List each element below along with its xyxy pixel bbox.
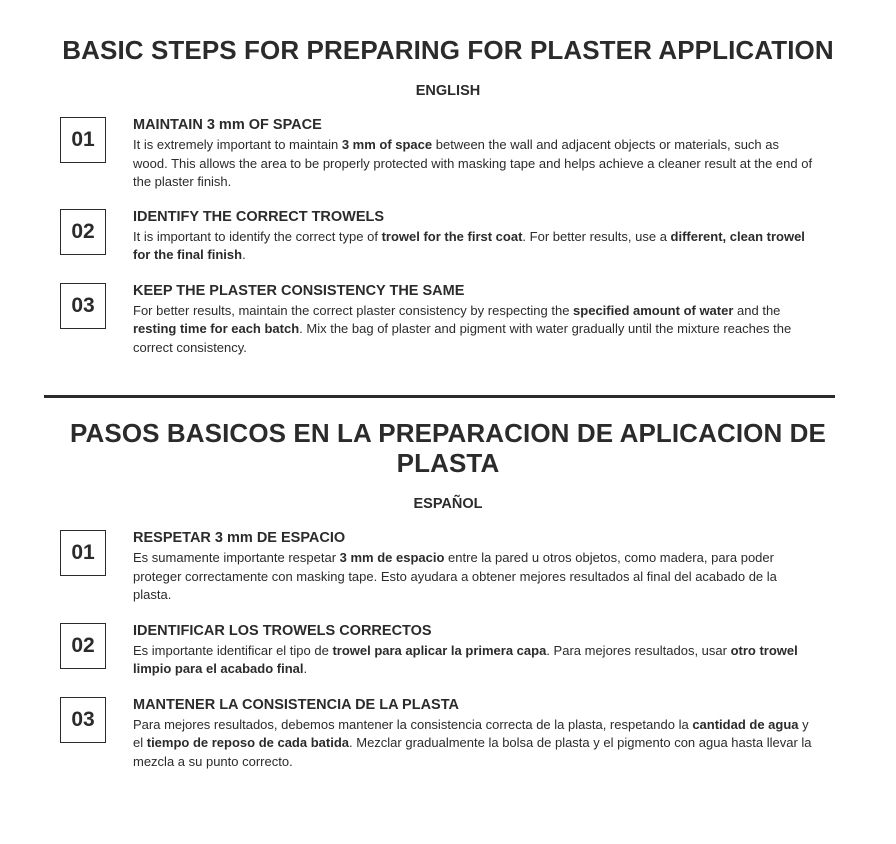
step-title: KEEP THE PLASTER CONSISTENCY THE SAME xyxy=(133,282,465,299)
step-number-box: 01 xyxy=(60,117,106,163)
spanish-language-label: ESPAÑOL xyxy=(413,496,483,512)
step-body xyxy=(133,623,813,679)
step-text xyxy=(133,716,813,772)
step-title: IDENTIFY THE CORRECT TROWELS xyxy=(133,208,385,225)
bold-text: trowel para aplicar la primera capa xyxy=(332,642,547,658)
text-run: Es importante identificar el tipo de xyxy=(133,642,333,658)
bold-text: different, clean trowel for the final finish xyxy=(133,228,805,262)
step-text xyxy=(133,642,813,679)
step-number-box: 02 xyxy=(60,623,106,669)
spanish-section xyxy=(0,418,896,771)
step-body xyxy=(133,283,813,358)
step-text xyxy=(133,228,813,265)
text-run: . Mezclar gradualmente la bolsa de plasta y el pigmento con agua hasta llevar la mezcla a su punto correcto. xyxy=(133,735,812,769)
step-number-box: 02 xyxy=(60,209,106,255)
bold-text: 3 mm of space xyxy=(341,137,433,152)
text-run: . For better results, use a xyxy=(522,228,671,244)
step-body xyxy=(133,209,813,265)
step-number-box: 03 xyxy=(60,697,106,743)
english-language-label: ENGLISH xyxy=(415,83,481,99)
english-title: BASIC STEPS FOR PREPARING FOR PLASTER APPLICATION xyxy=(62,35,834,65)
spanish-step-2 xyxy=(60,623,820,679)
text-run: . Para mejores resultados, usar xyxy=(546,642,731,658)
english-step-2 xyxy=(60,209,820,265)
step-title: IDENTIFICAR LOS TROWELS CORRECTOS xyxy=(133,622,432,639)
spanish-step-1 xyxy=(60,530,820,605)
step-number-box: 03 xyxy=(60,283,106,329)
english-step-1 xyxy=(60,117,820,192)
bold-text: specified amount of water xyxy=(573,302,734,318)
bold-text: otro trowel limpio para el acabado final xyxy=(133,642,798,676)
bold-text: resting time for each batch xyxy=(133,321,300,336)
bold-text: trowel for the first coat xyxy=(381,228,523,244)
text-run: It is extremely important to maintain xyxy=(133,137,342,152)
text-run: . xyxy=(242,247,246,262)
spanish-step-3 xyxy=(60,697,820,772)
text-run: Para mejores resultados, debemos mantener la consistencia correcta de la plasta, respetando la xyxy=(133,716,693,732)
text-run: y el xyxy=(133,716,809,750)
step-text xyxy=(133,302,813,358)
text-run: . Mix the bag of plaster and pigment with water gradually until the mixture reaches the correct consistency. xyxy=(133,321,792,355)
text-run: For better results, maintain the correct plaster consistency by respecting the xyxy=(133,302,574,318)
text-run: entre la pared u otros objetos, como madera, para poder proteger correctamente con masking tape. Esto ayudara a obtener mejores resultados al final del acabado de la plasta. xyxy=(133,550,777,602)
text-run: Es sumamente importante respetar xyxy=(133,550,340,565)
text-run: between the wall and adjacent objects or materials, such as wood. This allows the area to be properly protected with masking tape and helps achieve a cleaner result at the end of the plaster finish. xyxy=(133,137,813,189)
text-run: . xyxy=(303,661,308,676)
step-title: MAINTAIN 3 mm OF SPACE xyxy=(133,117,322,133)
text-run: and the xyxy=(733,302,781,318)
bold-text: 3 mm de espacio xyxy=(339,550,445,565)
bold-text: tiempo de reposo de cada batida xyxy=(146,735,350,750)
english-section xyxy=(0,35,896,357)
step-body xyxy=(133,117,813,192)
step-text xyxy=(133,136,813,192)
section-divider xyxy=(44,395,835,398)
step-text xyxy=(133,549,813,605)
step-title: RESPETAR 3 mm DE ESPACIO xyxy=(133,530,346,546)
step-body xyxy=(133,530,813,605)
bold-text: cantidad de agua xyxy=(692,716,799,732)
english-step-3 xyxy=(60,283,820,358)
spanish-title: PASOS BASICOS EN LA PREPARACION DE APLICACION DE PLASTA xyxy=(70,418,826,478)
step-title: MANTENER LA CONSISTENCIA DE LA PLASTA xyxy=(133,696,459,713)
step-body xyxy=(133,697,813,772)
text-run: It is important to identify the correct type of xyxy=(133,228,382,244)
step-number-box: 01 xyxy=(60,530,106,576)
